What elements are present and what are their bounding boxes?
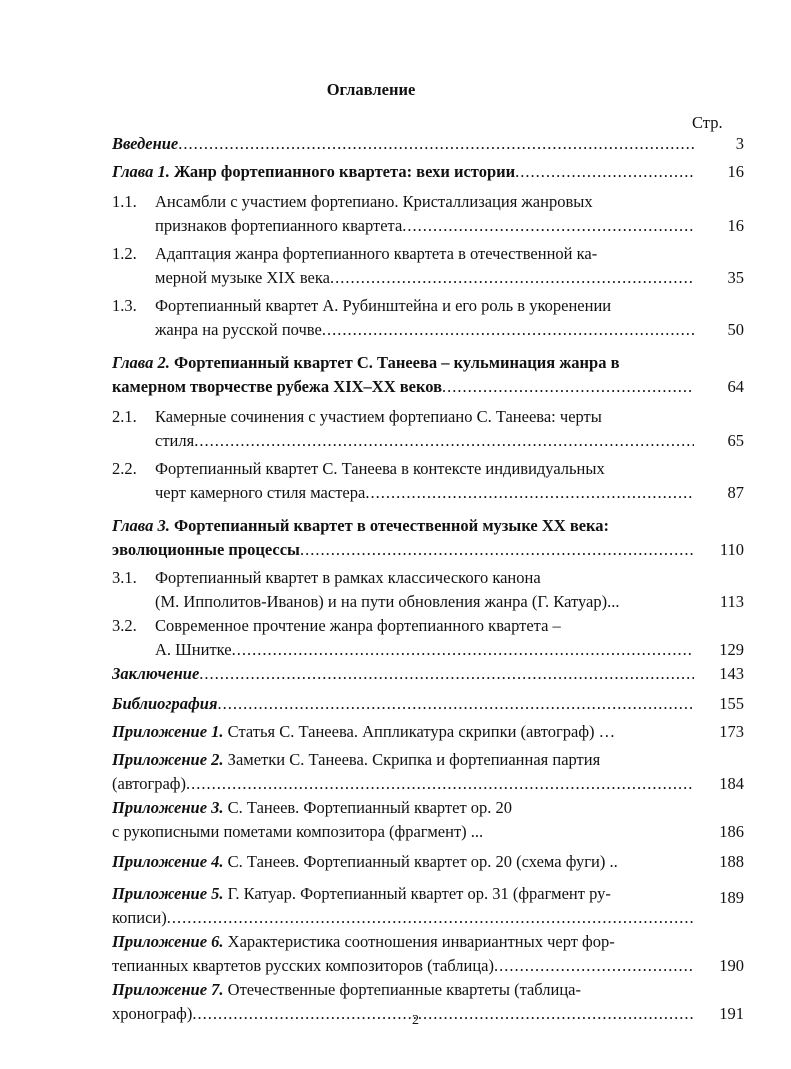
toc-entry-section-2-2 — [112, 457, 744, 505]
page-number: 2 — [412, 1013, 419, 1028]
entry-label: Приложение 2. — [112, 750, 224, 769]
entry-page: 143 — [719, 664, 744, 683]
entry-label: Приложение 1. — [112, 722, 224, 741]
toc-entry-chapter-3 — [112, 514, 744, 562]
leader-dots — [199, 662, 694, 686]
toc-entry-section-3-1 — [112, 566, 744, 614]
leader-dots — [167, 906, 694, 930]
section-number: 1.2. — [112, 244, 137, 263]
entry-title-line1: Характеристика соотношения инвариантных черт фор- — [223, 932, 615, 951]
toc-entry-appendix-6 — [112, 930, 744, 978]
entry-title-line2: мерной музыке XIX века — [155, 268, 330, 287]
toc-entry-appendix-1 — [112, 720, 744, 744]
section-number: 1.3. — [112, 296, 137, 315]
entry-page: 65 — [727, 431, 744, 450]
toc-entry-chapter-1 — [112, 160, 744, 184]
entry-title-line1: Адаптация жанра фортепианного квартета в отечественной ка- — [155, 244, 598, 263]
entry-label: Глава 2. — [112, 353, 170, 372]
entry-title-line2: хронограф) — [112, 1004, 193, 1023]
section-number: 3.2. — [112, 616, 137, 635]
leader-dots — [402, 214, 694, 238]
toc-entry-section-3-2 — [112, 614, 744, 662]
entry-title-line1: Г. Катуар. Фортепианный квартет ор. 31 (фрагмент ру- — [223, 884, 611, 903]
entry-page: 113 — [719, 592, 744, 611]
toc-entry-chapter-2 — [112, 351, 744, 399]
entry-title-line1: Заметки С. Танеева. Скрипка и фортепианная партия — [223, 750, 601, 769]
entry-title-line2: камерном творчестве рубежа XIX–XX веков — [112, 377, 443, 396]
leader-dots — [442, 375, 694, 399]
entry-page: 3 — [735, 134, 744, 153]
entry-title-line1: Фортепианный квартет в рамках классического канона — [155, 568, 541, 587]
entry-title-line1: Фортепианный квартет С. Танеева – кульминация жанра в — [169, 353, 620, 372]
section-number: 2.2. — [112, 459, 137, 478]
leader-dots — [232, 638, 694, 662]
toc-entry-conclusion — [112, 662, 744, 686]
entry-title-line1: Камерные сочинения с участием фортепиано С. Танеева: черты — [155, 407, 602, 426]
leader-dots — [217, 692, 694, 716]
entry-title-line1: Ансамбли с участием фортепиано. Кристаллизация жанровых — [155, 192, 593, 211]
entry-title-line1: С. Танеев. Фортепианный квартет ор. 20 — [223, 798, 513, 817]
leader-dots — [515, 160, 694, 184]
entry-page: 184 — [719, 774, 744, 793]
entry-label: Введение — [112, 134, 179, 153]
entry-label: Приложение 3. — [112, 798, 224, 817]
entry-page: 191 — [719, 1004, 744, 1023]
toc-entry-introduction — [112, 132, 744, 156]
entry-title-line2: признаков фортепианного квартета — [155, 216, 403, 235]
leader-dots — [178, 132, 694, 156]
entry-page: 50 — [727, 320, 744, 339]
entry-label: Библиография — [112, 694, 218, 713]
entry-title-line2: черт камерного стиля мастера — [155, 483, 366, 502]
entry-label: Приложение 5. — [112, 884, 224, 903]
toc-entry-appendix-5 — [112, 882, 744, 930]
entry-title-line2: тепианных квартетов русских композиторов (таблица) — [112, 956, 494, 975]
section-number: 2.1. — [112, 407, 137, 426]
entry-title: Статья С. Танеева. Аппликатура скрипки (автограф) … — [223, 722, 616, 741]
entry-label: Приложение 6. — [112, 932, 224, 951]
entry-page: 188 — [719, 852, 744, 871]
toc-entry-section-1-1 — [112, 190, 744, 238]
entry-title-line2: А. Шнитке — [155, 640, 232, 659]
entry-page: 155 — [719, 694, 744, 713]
entry-title-line2: стиля — [155, 431, 195, 450]
leader-dots — [186, 772, 694, 796]
entry-page: 173 — [719, 722, 744, 741]
entry-page: 64 — [727, 377, 744, 396]
entry-title-line2: с рукописными пометами композитора (фрагмент) ... — [112, 822, 484, 841]
entry-label: Приложение 4. — [112, 852, 224, 871]
leader-dots — [365, 481, 694, 505]
table-of-contents — [112, 132, 744, 1026]
toc-entry-section-2-1 — [112, 405, 744, 453]
leader-dots — [300, 538, 694, 562]
entry-label: Приложение 7. — [112, 980, 224, 999]
entry-page: 16 — [727, 162, 744, 181]
entry-title-line2: кописи) — [112, 908, 167, 927]
entry-title-line2: жанра на русской почве — [155, 320, 322, 339]
entry-title-line1: Фортепианный квартет А. Рубинштейна и его роль в укоренении — [155, 296, 612, 315]
leader-dots — [494, 954, 694, 978]
entry-page: 87 — [727, 483, 744, 502]
entry-label: Глава 1. — [112, 162, 170, 181]
entry-page: 129 — [719, 640, 744, 659]
toc-entry-appendix-2 — [112, 748, 744, 796]
section-number: 1.1. — [112, 192, 137, 211]
entry-title-line2: (М. Ипполитов-Иванов) и на пути обновления жанра (Г. Катуар)... — [155, 592, 620, 611]
toc-entry-appendix-4 — [112, 850, 744, 874]
entry-label: Глава 3. — [112, 516, 170, 535]
entry-title: С. Танеев. Фортепианный квартет ор. 20 (схема фуги) .. — [223, 852, 618, 871]
section-number: 3.1. — [112, 568, 137, 587]
entry-page: 190 — [719, 956, 744, 975]
toc-title: Оглавление — [326, 80, 416, 99]
entry-page: 186 — [719, 822, 744, 841]
leader-dots — [330, 266, 694, 290]
entry-title-line1: Отечественные фортепианные квартеты (таблица- — [223, 980, 582, 999]
toc-entry-section-1-2 — [112, 242, 744, 290]
entry-page: 189 — [719, 888, 744, 907]
toc-entry-bibliography — [112, 692, 744, 716]
entry-title-line1: Фортепианный квартет С. Танеева в контексте индивидуальных — [155, 459, 605, 478]
page-column-header: Стр. — [692, 113, 723, 132]
leader-dots — [322, 318, 694, 342]
entry-title-line2: (автограф) — [112, 774, 186, 793]
entry-page: 110 — [719, 540, 744, 559]
leader-dots — [194, 429, 694, 453]
toc-entry-appendix-3 — [112, 796, 744, 844]
entry-page: 16 — [727, 216, 744, 235]
toc-entry-section-1-3 — [112, 294, 744, 342]
entry-title-line2: эволюционные процессы — [112, 540, 300, 559]
entry-title: Жанр фортепианного квартета: вехи истории — [169, 162, 516, 181]
entry-page: 35 — [727, 268, 744, 287]
entry-label: Заключение — [112, 664, 200, 683]
entry-title-line1: Фортепианный квартет в отечественной музыке XX века: — [169, 516, 610, 535]
entry-title-line1: Современное прочтение жанра фортепианного квартета – — [155, 616, 561, 635]
